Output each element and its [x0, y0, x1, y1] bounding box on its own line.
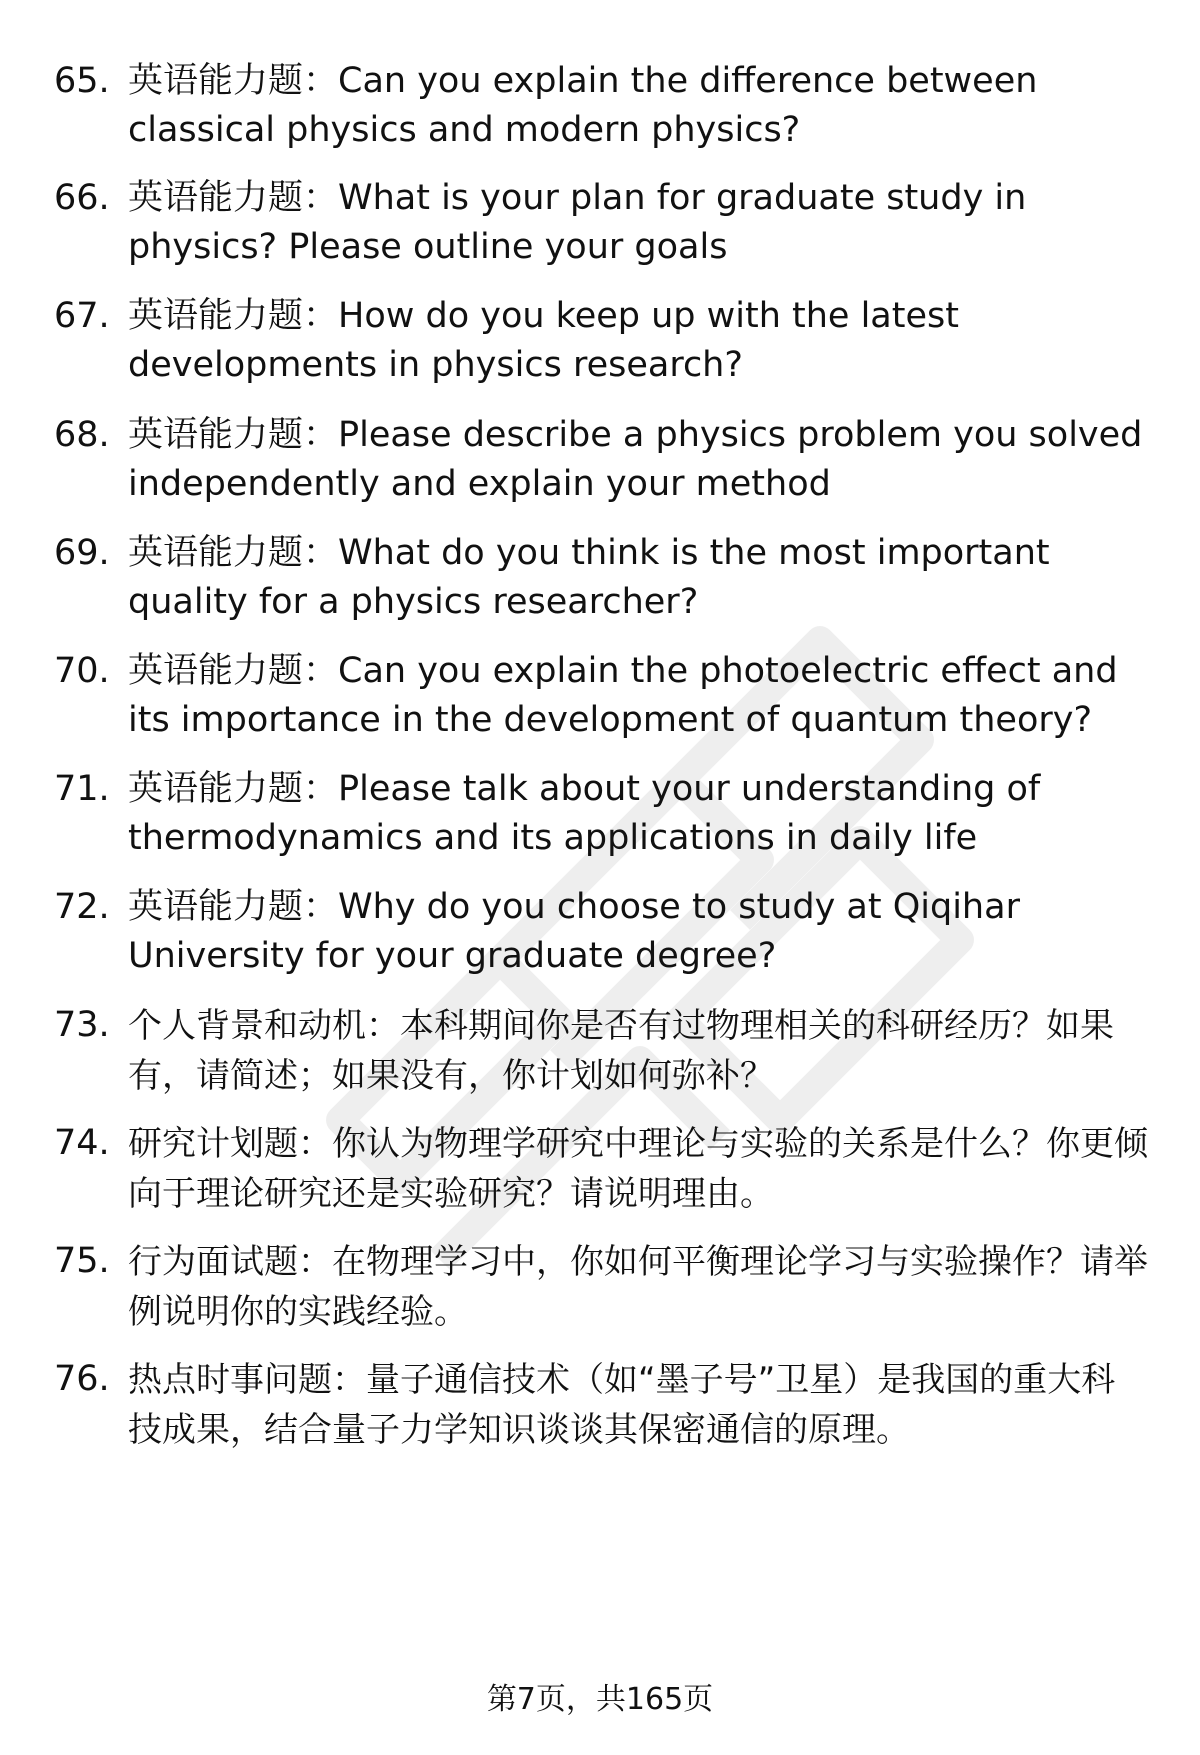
question-number: 68. [54, 415, 110, 455]
question-item [0, 1001, 1200, 1111]
question-number: 75. [54, 1241, 110, 1281]
question-item [0, 883, 1200, 993]
question-number: 72. [54, 887, 110, 927]
question-number: 69. [54, 533, 110, 573]
question-text: 英语能力题：Can you explain the difference between classical physics and modern physics? [128, 61, 1038, 150]
question-text: 英语能力题：Why do you choose to study at Qiqihar University for your graduate degree? [128, 887, 1020, 976]
question-item [0, 1355, 1200, 1465]
question-text: 英语能力题：How do you keep up with the latest developments in physics research? [128, 296, 959, 385]
question-text: 英语能力题：What do you think is the most important quality for a physics researcher? [128, 533, 1050, 622]
question-text: 英语能力题：Please talk about your understanding of thermodynamics and its applications in daily life [128, 769, 1041, 858]
question-text: 行为面试题：在物理学习中，你如何平衡理论学习与实验操作？请举例说明你的实践经验。 [128, 1242, 1148, 1332]
question-text: 热点时事问题：量子通信技术（如“墨子号”卫星）是我国的重大科技成果，结合量子力学知识谈谈其保密通信的原理。 [128, 1360, 1116, 1450]
question-number: 67. [54, 296, 110, 336]
question-item [0, 292, 1200, 402]
question-item [0, 765, 1200, 875]
question-number: 74. [54, 1123, 110, 1163]
question-text: 英语能力题：What is your plan for graduate study in physics? Please outline your goals [128, 178, 1027, 267]
question-item [0, 1237, 1200, 1347]
question-text: 研究计划题：你认为物理学研究中理论与实验的关系是什么？你更倾向于理论研究还是实验研究？请说明理由。 [128, 1124, 1148, 1214]
question-item [0, 411, 1200, 521]
question-number: 66. [54, 178, 110, 218]
page-number-footer: 第7页，共165页 [486, 1682, 714, 1717]
question-text: 英语能力题：Can you explain the photoelectric effect and its importance in the development of quantum theory? [128, 651, 1118, 740]
question-number: 76. [54, 1359, 110, 1399]
question-number: 71. [54, 769, 110, 809]
question-number: 65. [54, 61, 110, 101]
question-item [0, 174, 1200, 284]
question-item [0, 57, 1200, 167]
question-text: 个人背景和动机：本科期间你是否有过物理相关的科研经历？如果有，请简述；如果没有，你计划如何弥补？ [128, 1006, 1114, 1096]
question-item [0, 1119, 1200, 1229]
question-number: 70. [54, 651, 110, 691]
question-number: 73. [54, 1005, 110, 1045]
question-item [0, 529, 1200, 639]
question-text: 英语能力题：Please describe a physics problem you solved independently and explain your method [128, 415, 1143, 504]
question-item [0, 647, 1200, 757]
